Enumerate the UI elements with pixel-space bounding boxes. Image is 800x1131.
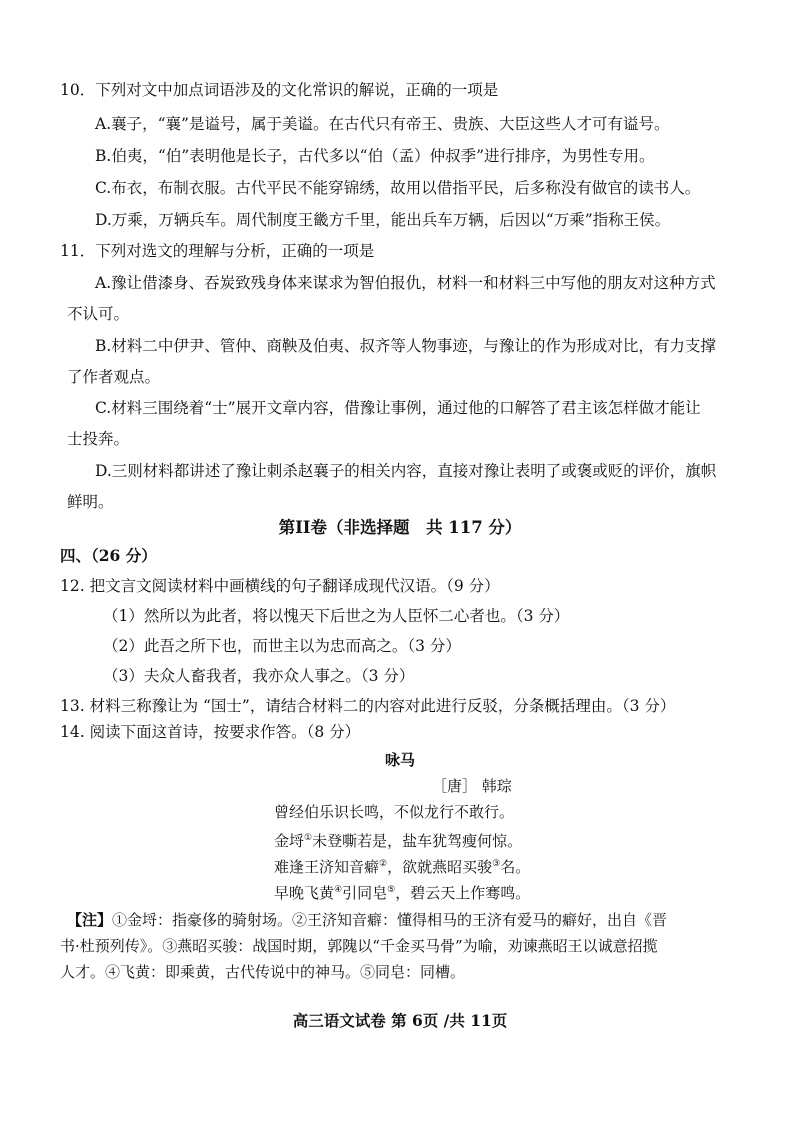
q11-option-a-line2: 不认可。 — [67, 305, 130, 323]
q12-sentence-3: （3）夫众人畜我者，我亦众人事之。（3 分） — [103, 667, 415, 685]
poem-line-4-part-a: 早晚飞黄 — [274, 884, 335, 902]
notes-tag: 【注】 — [67, 911, 113, 929]
poem-line-3-part-a: 难逢王济知音癖 — [274, 858, 380, 876]
q11-option-c-line1: C.材料三围绕着“士”展开文章内容，借豫让事例，通过他的口解答了君主该怎样做才能让 — [95, 399, 701, 417]
q10-option-d: D.万乘，万辆兵车。周代制度王畿方千里，能出兵车万辆，后因以“万乘”指称王侯。 — [95, 211, 671, 229]
poem-line-3-part-b: ，欲就燕昭买骏 — [387, 858, 493, 876]
poem-title: 咏马 — [384, 751, 415, 769]
poem-line-1: 曾经伯乐识长鸣，不似龙行不敢行。 — [274, 803, 515, 821]
q11-option-d-line1: D.三则材料都讲述了豫让刺杀赵襄子的相关内容，直接对豫让表明了或褒或贬的评价，旗帜 — [95, 462, 717, 480]
footnote-marker-5: ⑤ — [387, 885, 396, 895]
section-title: 第II卷（非选择题 共 117 分） — [278, 518, 522, 537]
notes-line-1-text: ①金埒：指豪侈的骑射场。②王济知音癖：懂得相马的王济有爱马的癖好，出自《晋 — [112, 911, 668, 929]
q12-stem: 12. 把文言文阅读材料中画横线的句子翻译成现代汉语。（9 分） — [60, 577, 500, 595]
part-four-heading: 四、（26 分） — [60, 546, 157, 565]
q11-option-c-line2: 士投奔。 — [67, 430, 130, 448]
poem-author: ［唐］ 韩琮 — [432, 777, 512, 795]
notes-line-3: 人才。④飞黄：即乘黄，古代传说中的神马。⑤同皂：同槽。 — [60, 963, 466, 981]
q11-option-a-line1: A.豫让借漆身、吞炭致残身体来谋求为智伯报仇，材料一和材料三中写他的朋友对这种方式 — [95, 274, 716, 292]
poem-line-2-part-b: 未登嘶若是，盐车犹驾瘦何惊。 — [312, 832, 523, 850]
q12-sentence-2: （2）此吾之所下也，而世主以为忠而高之。（3 分） — [103, 637, 461, 655]
q10-option-a: A.襄子，“襄”是谥号，属于美谥。在古代只有帝王、贵族、大臣这些人才可有谥号。 — [95, 115, 670, 133]
q11-option-b-line2: 了作者观点。 — [67, 368, 161, 386]
poem-line-2 — [274, 828, 522, 851]
q10-option-b: B.伯夷，“伯”表明他是长子，古代多以“伯（孟）仲叔季”进行排序，为男性专用。 — [95, 147, 655, 165]
footnote-marker-1: ① — [304, 833, 313, 843]
q12-sentence-1: （1）然所以为此者，将以愧天下后世之为人臣怀二心者也。（3 分） — [103, 607, 570, 625]
q10-option-c: C.布衣，布制衣服。古代平民不能穿锦绣，故用以借指平民，后多称没有做官的读书人。 — [95, 179, 701, 197]
q11-option-b-line1: B.材料二中伊尹、管仲、商鞅及伯夷、叔齐等人物事迹，与豫让的作为形成对比，有力支撑 — [95, 337, 716, 355]
notes-line-1 — [67, 910, 667, 930]
poem-line-3 — [274, 854, 530, 877]
q14-stem: 14. 阅读下面这首诗，按要求作答。（8 分） — [60, 723, 361, 741]
poem-line-4-part-b: 引同皂 — [342, 884, 388, 902]
poem-line-2-part-a: 金埒 — [274, 832, 305, 850]
q11-option-d-line2: 鲜明。 — [67, 493, 114, 511]
poem-line-4 — [274, 880, 530, 903]
poem-line-3-part-c: 名。 — [500, 858, 531, 876]
footnote-marker-3: ③ — [492, 859, 501, 869]
q11-stem: 11．下列对选文的理解与分析，正确的一项是 — [60, 242, 375, 260]
q13-stem: 13. 材料三称豫让为 “国士”，请结合材料二的内容对此进行反驳，分条概括理由。（3 分） — [60, 697, 676, 715]
footnote-marker-4: ④ — [334, 885, 343, 895]
page-footer: 高三语文试卷 第 6页 /共 11页 — [292, 1011, 508, 1030]
poem-line-4-part-c: ，碧云天上作骞鸣。 — [395, 884, 531, 902]
q10-stem: 10．下列对文中加点词语涉及的文化常识的解说，正确的一项是 — [60, 81, 499, 99]
notes-line-2: 书·杜预列传》。③燕昭买骏：战国时期，郭隗以“千金买马骨”为喻，劝谏燕昭王以诚意招揽 — [60, 937, 658, 955]
footnote-marker-2: ② — [379, 859, 388, 869]
